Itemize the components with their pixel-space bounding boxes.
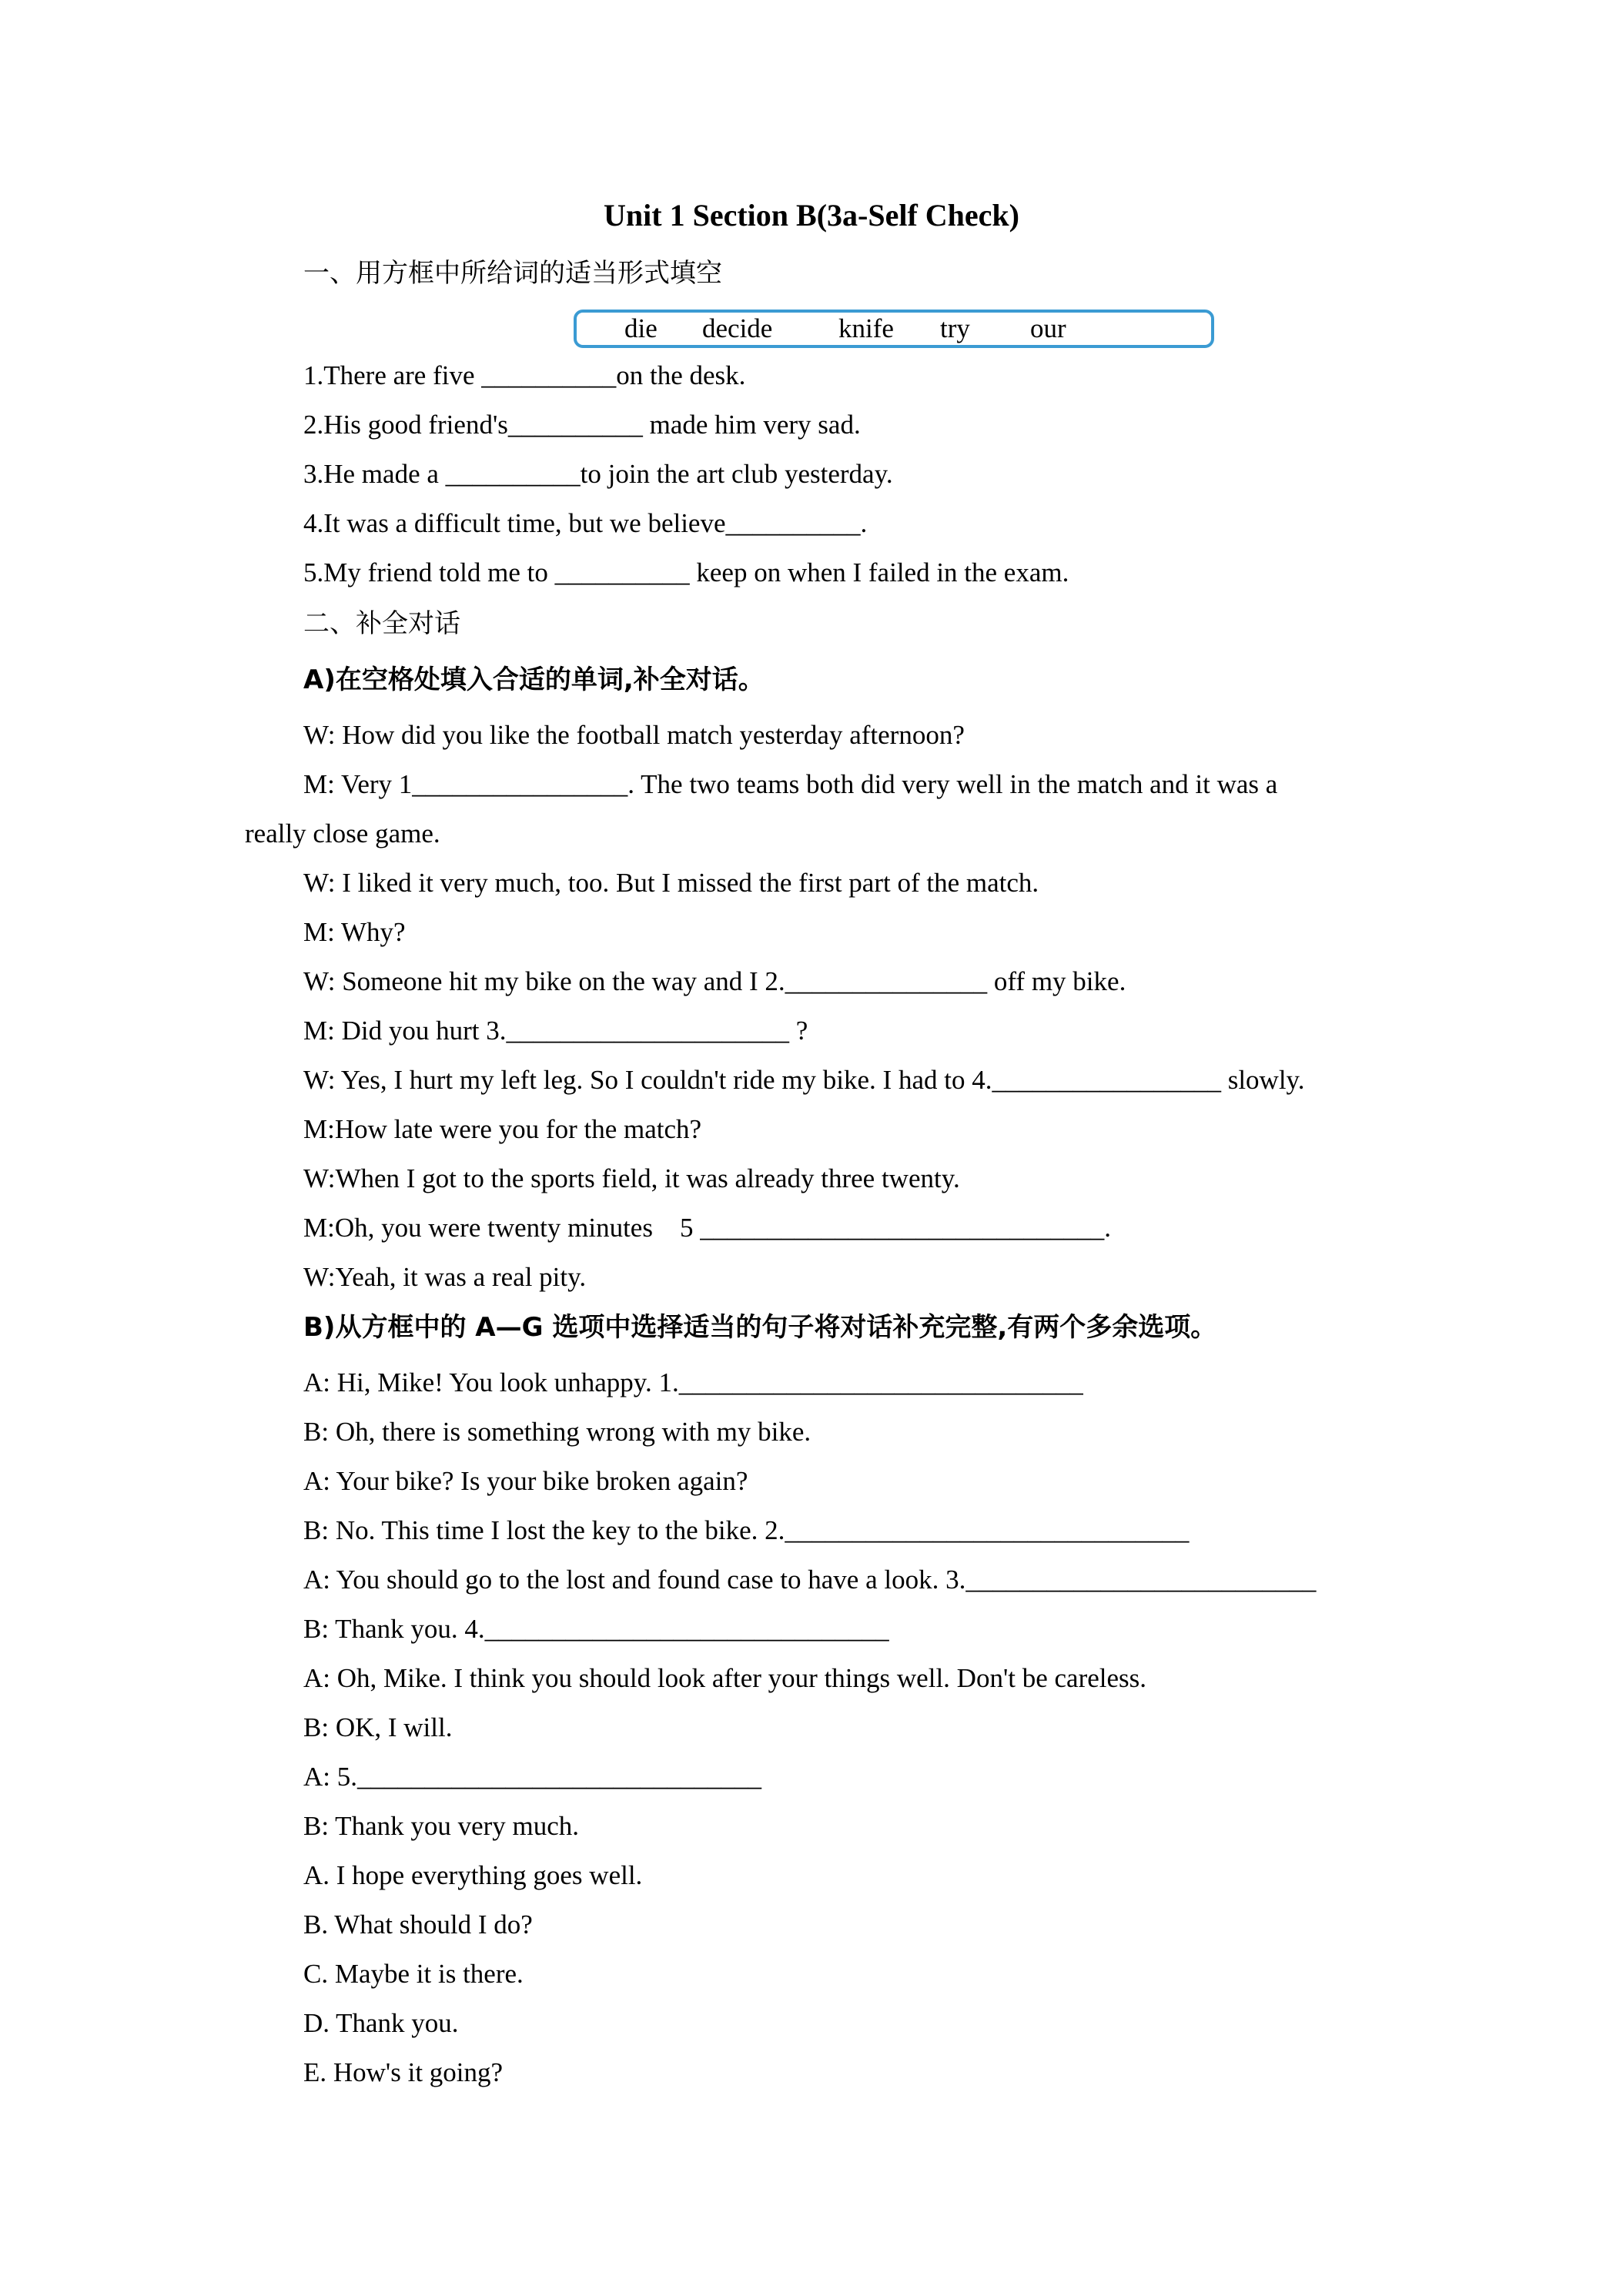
answer-option: E. How's it going?: [303, 2057, 504, 2087]
word-box-item: die: [624, 313, 658, 343]
part1-heading: 一、用方框中所给词的适当形式填空: [303, 258, 722, 289]
word-box-item: decide: [702, 313, 773, 343]
dialogue-line: A: Your bike? Is your bike broken again?: [303, 1466, 748, 1496]
exercise-item: 1.There are five __________on the desk.: [303, 360, 746, 390]
dialogue-line: W:Yeah, it was a real pity.: [303, 1262, 587, 1292]
dialogue-line: A: You should go to the lost and found case to have a look. 3.__________________________: [303, 1565, 1317, 1595]
answer-option: A. I hope everything goes well.: [303, 1860, 643, 1890]
word-box-item: try: [940, 313, 970, 343]
dialogue-line: W:When I got to the sports field, it was already three twenty.: [303, 1163, 960, 1193]
word-box: [574, 310, 1214, 348]
section-a-heading: A)在空格处填入合适的单词,补全对话。: [303, 664, 765, 695]
answer-option: D. Thank you.: [303, 2008, 459, 2038]
dialogue-line: B: No. This time I lost the key to the bike. 2.______________________________: [303, 1515, 1190, 1545]
dialogue-line: A: Hi, Mike! You look unhappy. 1.______________________________: [303, 1367, 1083, 1397]
dialogue-line: M: Did you hurt 3._____________________ ?: [303, 1016, 808, 1046]
dialogue-line: A: 5.______________________________: [303, 1762, 761, 1792]
word-box-item: knife: [838, 313, 894, 343]
section-b-heading: B)从方框中的 A—G 选项中选择适当的句子将对话补充完整,有两个多余选项。: [303, 1312, 1217, 1343]
word-box-item: our: [1030, 313, 1066, 343]
dialogue-line: W: Someone hit my bike on the way and I 2._______________ off my bike.: [303, 966, 1126, 996]
exercise-item: 4.It was a difficult time, but we believe__________.: [303, 508, 868, 538]
dialogue-line: B: Thank you very much.: [303, 1811, 580, 1841]
dialogue-line: A: Oh, Mike. I think you should look after your things well. Don't be careless.: [303, 1663, 1147, 1693]
dialogue-line: B: Thank you. 4.______________________________: [303, 1614, 889, 1644]
dialogue-line: B: Oh, there is something wrong with my bike.: [303, 1417, 812, 1447]
exercise-item: 5.My friend told me to __________ keep on when I failed in the exam.: [303, 557, 1069, 587]
answer-option: C. Maybe it is there.: [303, 1959, 524, 1989]
exercise-item: 2.His good friend's__________ made him very sad.: [303, 410, 861, 440]
dialogue-line: really close game.: [245, 818, 440, 848]
dialogue-line: M:Oh, you were twenty minutes 5 ______________________________.: [303, 1213, 1111, 1243]
part2-heading: 二、补全对话: [303, 608, 460, 639]
answer-option: B. What should I do?: [303, 1909, 533, 1940]
dialogue-line: M: Why?: [303, 917, 406, 947]
dialogue-line: W: I liked it very much, too. But I missed the first part of the match.: [303, 868, 1039, 898]
page-title: Unit 1 Section B(3a-Self Check): [604, 198, 1019, 233]
dialogue-line: W: Yes, I hurt my left leg. So I couldn't ride my bike. I had to 4._________________ slowly.: [303, 1065, 1305, 1095]
dialogue-line: W: How did you like the football match yesterday afternoon?: [303, 720, 965, 750]
exercise-item: 3.He made a __________to join the art club yesterday.: [303, 459, 893, 489]
dialogue-line: B: OK, I will.: [303, 1712, 453, 1742]
dialogue-line: M: Very 1________________. The two teams both did very well in the match and it was a: [303, 769, 1278, 799]
dialogue-line: M:How late were you for the match?: [303, 1114, 702, 1144]
